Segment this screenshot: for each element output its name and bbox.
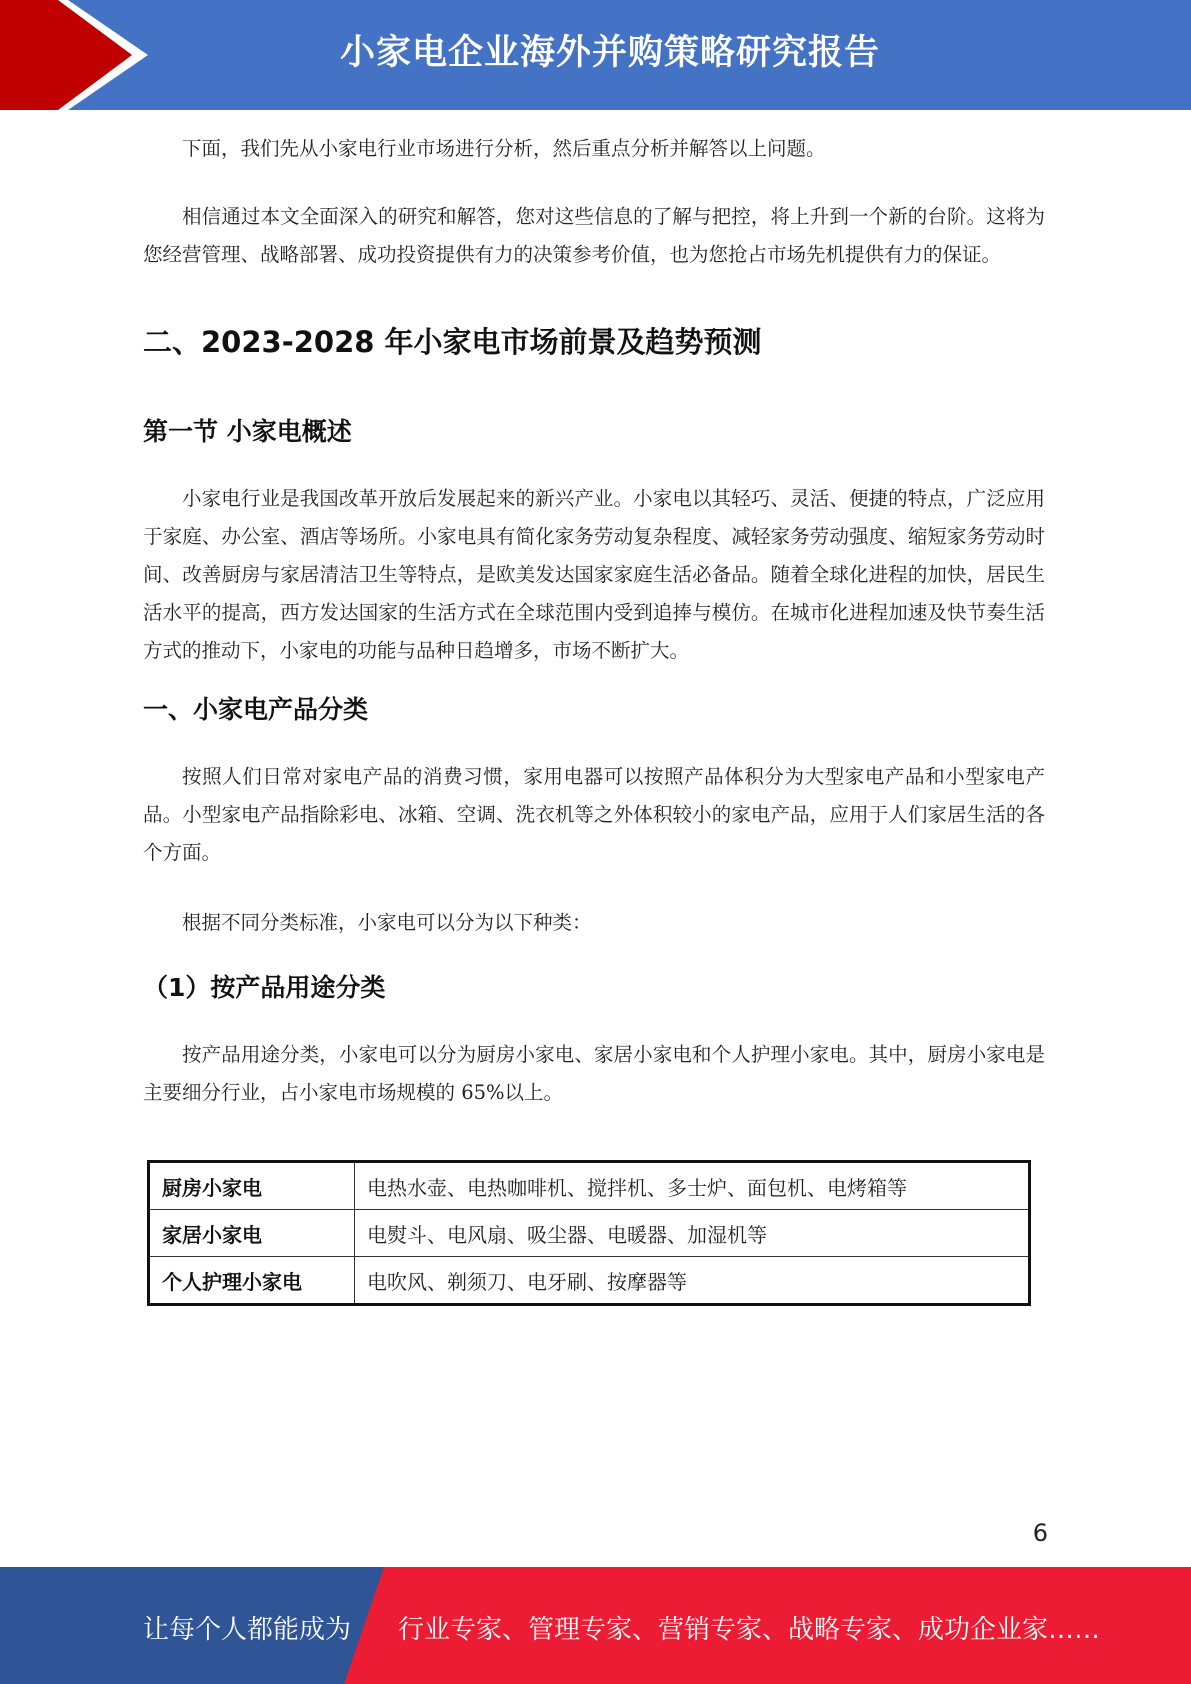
products-cell: 电熨斗、电风扇、吸尘器、电暖器、加湿机等 [355, 1210, 1030, 1257]
products-cell: 电吹风、剃须刀、电牙刷、按摩器等 [355, 1257, 1030, 1305]
report-title: 小家电企业海外并购策略研究报告 [339, 33, 880, 73]
footer-slogan-right: 行业专家、管理专家、营销专家、战略专家、成功企业家…… [398, 1615, 1101, 1645]
products-cell: 电热水壶、电热咖啡机、搅拌机、多士炉、面包机、电烤箱等 [355, 1162, 1030, 1210]
classification-paragraph: 按照人们日常对家电产品的消费习惯，家用电器可以按照产品体积分为大型家电产品和小型家电产品。小型家电产品指除彩电、冰箱、空调、洗衣机等之外体积较小的家电产品，应用于人们家居生活的各个方面。 [143, 765, 1045, 864]
category-cell: 厨房小家电 [149, 1162, 355, 1210]
category-cell: 个人护理小家电 [149, 1257, 355, 1305]
page-number: 6 [1032, 1519, 1048, 1547]
intro-paragraph: 下面，我们先从小家电行业市场进行分析，然后重点分析并解答以上问题。 [182, 137, 826, 160]
category-table [147, 1160, 1031, 1306]
red-arrow-decoration [0, 0, 160, 110]
chapter-heading: 二、2023-2028 年小家电市场前景及趋势预测 [143, 325, 762, 359]
table-row [149, 1162, 1030, 1210]
page-footer [0, 1567, 1191, 1684]
table-row [149, 1210, 1030, 1257]
usage-paragraph: 按产品用途分类，小家电可以分为厨房小家电、家居小家电和个人护理小家电。其中，厨房小家电是主要细分行业，占小家电市场规模的 65%以上。 [143, 1043, 1045, 1104]
table-row [149, 1257, 1030, 1305]
usage-heading: （1）按产品用途分类 [143, 973, 386, 1002]
subsection-heading: 一、小家电产品分类 [143, 695, 369, 724]
main-content [143, 130, 1045, 1306]
footer-slogan-left: 让每个人都能成为 [143, 1615, 352, 1645]
overview-paragraph: 小家电行业是我国改革开放后发展起来的新兴产业。小家电以其轻巧、灵活、便捷的特点，广泛应用于家庭、办公室、酒店等场所。小家电具有简化家务劳动复杂程度、减轻家务劳动强度、缩短家务劳动时间、改善厨房与家居清洁卫生等特点，是欧美发达国家家庭生活必备品。随着全球化进程的加快，居民生活水平的提高，西方发达国家的生活方式在全球范围内受到追捧与模仿。在城市化进程加速及快节奏生活方式的推动下，小家电的功能与品种日趋增多，市场不断扩大。 [143, 487, 1045, 662]
category-cell: 家居小家电 [149, 1210, 355, 1257]
value-paragraph: 相信通过本文全面深入的研究和解答，您对这些信息的了解与把控，将上升到一个新的台阶。这将为您经营管理、战略部署、成功投资提供有力的决策参考价值，也为您抢占市场先机提供有力的保证。 [143, 205, 1045, 266]
criteria-paragraph: 根据不同分类标准，小家电可以分为以下种类： [182, 911, 592, 934]
section-heading: 第一节 小家电概述 [143, 417, 352, 446]
page-header [0, 0, 1191, 110]
